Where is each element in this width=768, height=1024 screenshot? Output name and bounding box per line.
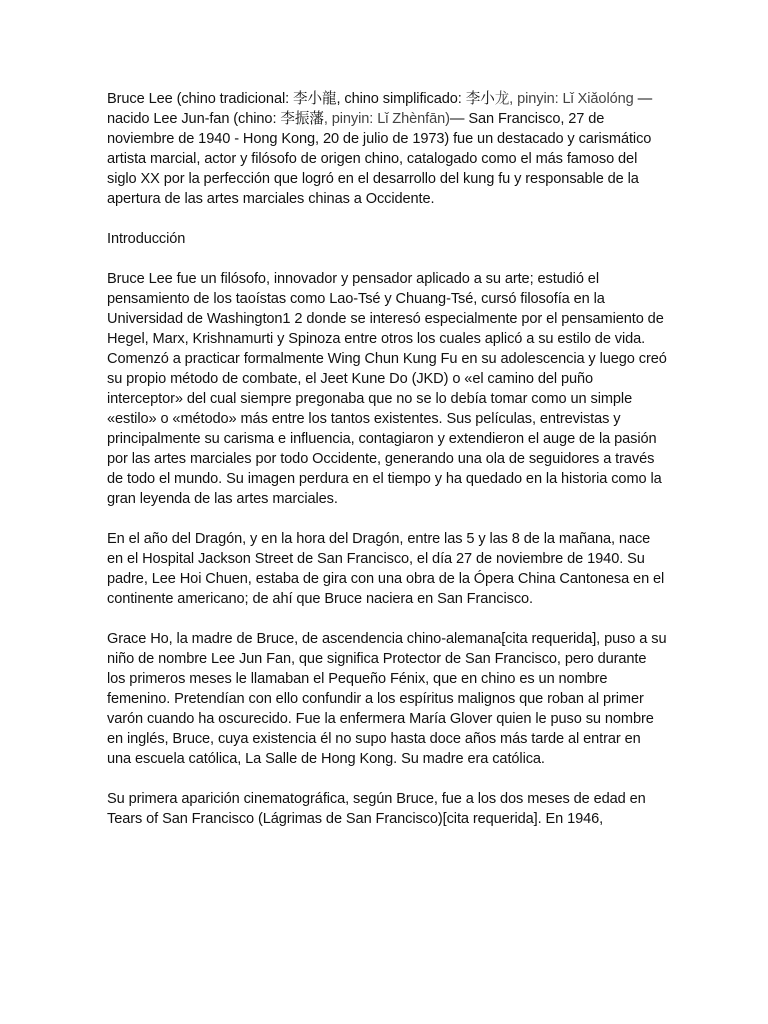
body-paragraph-2: En el año del Dragón, y en la hora del Dragón, entre las 5 y las 8 de la mañana, nace en el Hospital Jackson Street de San Francisco, el día 27 de noviembre de 1940. Su padre, Lee Hoi Chuen, estaba de gira con una obra de la Ópera China Cantonesa en el continente americano; de ahí que Bruce naciera en San Francisco. (107, 531, 665, 607)
body-paragraph-1: Bruce Lee fue un filósofo, innovador y pensador aplicado a su arte; estudió el pensamiento de los taoístas como Lao-Tsé y Chuang-Tsé, cursó filosofía en la Universidad de Washington1 2 donde se interesó especialmente por el pensamiento de Hegel, Marx, Krishnamurti y Spinoza entre otros los cuales aplicó a su estilo de vida. Comenzó a practicar formalmente Wing Chun Kung Fu en su adolescencia y luego creó su propio método de combate, el Jeet Kune Do (JKD) o «el camino del puño interceptor» del cual siempre pregonaba que no se lo debía tomar como un simple «estilo» o «método» más entre los tantos existentes. Sus películas, entrevistas y principalmente su carisma e influencia, contagiaron y extendieron el auge de la pasión por las artes marciales por todo Occidente, generando una ola de seguidores a través de todo el mundo. Su imagen perdura en el tiempo y ha quedado en la historia como la gran leyenda de las artes marciales. (107, 271, 667, 507)
intro-pinyin-a: 龙, pinyin: Lǐ Xiǎolóng (494, 91, 634, 107)
section-heading: Introducción (107, 231, 186, 247)
body-paragraph-4: Su primera aparición cinematográfica, según Bruce, fue a los dos meses de edad en Tears of San Francisco (Lágrimas de San Francisco)[cita requerida]. En 1946, (107, 791, 646, 827)
intro-paragraph (107, 89, 668, 209)
intro-text-c: —nacido Lee Jun-fan (chino: 李振藩 (107, 91, 653, 127)
intro-text-a: Bruce Lee (chino tradicional: 李小龍, chino simplificado: 李小 (107, 91, 495, 107)
intro-text-e: — San Francisco, 27 de noviembre de 1940 - Hong Kong, 20 de julio de 1973) fue un destacado y carismático artista marcial, actor y filósofo de origen chino, catalogado como el más famoso del siglo XX por la perfección que logró en el desarrollo del kung fu y responsable de la apertura de las artes marciales chinas a Occidente. (107, 111, 652, 207)
intro-pinyin-b: , pinyin: Lǐ Zhènfān) (323, 111, 450, 127)
body-paragraph-3: Grace Ho, la madre de Bruce, de ascendencia chino-alemana[cita requerida], puso a su niño de nombre Lee Jun Fan, que significa Protector de San Francisco, pero durante los primeros meses le llamaban el Pequeño Fénix, que en chino es un nombre femenino. Pretendían con ello confundir a los espíritus malignos que roban al primer varón cuando ha oscurecido. Fue la enfermera María Glover quien le puso su nombre en inglés, Bruce, cuya existencia él no supo hasta doce años más tarde al entrar en una escuela católica, La Salle de Hong Kong. Su madre era católica. (107, 631, 667, 767)
